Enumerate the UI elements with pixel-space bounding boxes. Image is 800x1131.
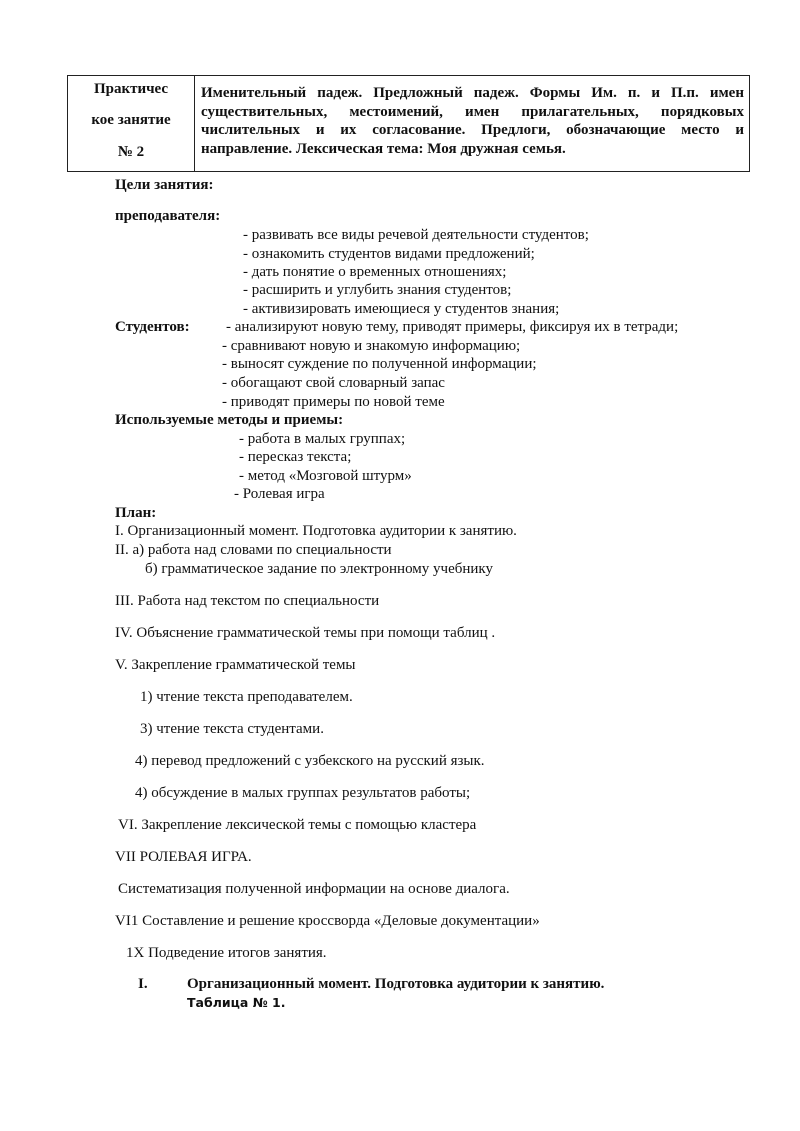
teacher-goal-item: - активизировать имеющиеся у студентов знания; <box>243 301 560 317</box>
section-number: I. <box>138 976 148 992</box>
plan-subline: 3) чтение текста студентами. <box>140 721 324 737</box>
methods-heading: Используемые методы и приемы: <box>115 412 344 428</box>
lesson-header-table <box>67 75 750 172</box>
student-goal-item: - приводят примеры по новой теме <box>222 394 445 410</box>
plan-line: I. Организационный момент. Подготовка аудитории к занятию. <box>115 523 517 539</box>
plan-line: III. Работа над текстом по специальности <box>115 593 380 609</box>
plan-line: Систематизация полученной информации на основе диалога. <box>118 881 510 897</box>
plan-line: 1Х Подведение итогов занятия. <box>126 945 327 961</box>
student-goal-item: - обогащают свой словарный запас <box>222 375 445 391</box>
lesson-label-cell <box>68 76 194 171</box>
plan-subline: 4) перевод предложений с узбекского на русский язык. <box>135 753 485 769</box>
method-item: - работа в малых группах; <box>239 431 406 447</box>
plan-line: VI1 Составление и решение кроссворда «Деловые документации» <box>115 913 540 929</box>
teacher-goal-item: - дать понятие о временных отношениях; <box>243 264 507 280</box>
teacher-goal-item: - развивать все виды речевой деятельности студентов; <box>243 227 589 243</box>
table-caption: Таблица № 1. <box>187 995 286 1010</box>
student-goal-item: - анализируют новую тему, приводят примеры, фиксируя их в тетради; <box>226 319 679 335</box>
lesson-label-line: Практичес <box>93 81 169 97</box>
lesson-title: Именительный падеж. Предложный падеж. Формы Им. п. и П.п. имен существительных, местоимений, имен прилагательных, порядковых числительных и их согласование. Предлоги, обозначающие место и направление. Лексическая тема: Моя дружная семья. <box>201 85 744 157</box>
plan-line: VI. Закрепление лексической темы с помощью кластера <box>118 817 477 833</box>
teacher-goal-item: - расширить и углубить знания студентов; <box>243 282 512 298</box>
student-goal-item: - выносят суждение по полученной информации; <box>222 356 537 372</box>
teacher-label: преподавателя: <box>115 208 221 224</box>
goals-heading: Цели занятия: <box>115 177 214 193</box>
teacher-goal-item: - ознакомить студентов видами предложений; <box>243 246 535 262</box>
plan-line: VII РОЛЕВАЯ ИГРА. <box>115 849 252 865</box>
plan-heading: План: <box>115 505 157 521</box>
method-item: - метод «Мозговой штурм» <box>239 468 412 484</box>
plan-line: V. Закрепление грамматической темы <box>115 657 356 673</box>
plan-line: б) грамматическое задание по электронному учебнику <box>145 561 493 577</box>
plan-subline: 4) обсуждение в малых группах результатов работы; <box>135 785 471 801</box>
method-item: - Ролевая игра <box>234 486 325 502</box>
method-item: - пересказ текста; <box>239 449 352 465</box>
section-title: Организационный момент. Подготовка аудитории к занятию. <box>187 976 605 992</box>
plan-line: II. а) работа над словами по специальности <box>115 542 392 558</box>
plan-subline: 1) чтение текста преподавателем. <box>140 689 353 705</box>
student-goal-item: - сравнивают новую и знакомую информацию; <box>222 338 521 354</box>
table-divider <box>194 76 195 171</box>
students-label: Студентов: <box>115 319 190 335</box>
lesson-label-line: кое занятие <box>91 112 171 128</box>
lesson-number: № 2 <box>117 144 145 160</box>
plan-line: IV. Объяснение грамматической темы при помощи таблиц . <box>115 625 496 641</box>
